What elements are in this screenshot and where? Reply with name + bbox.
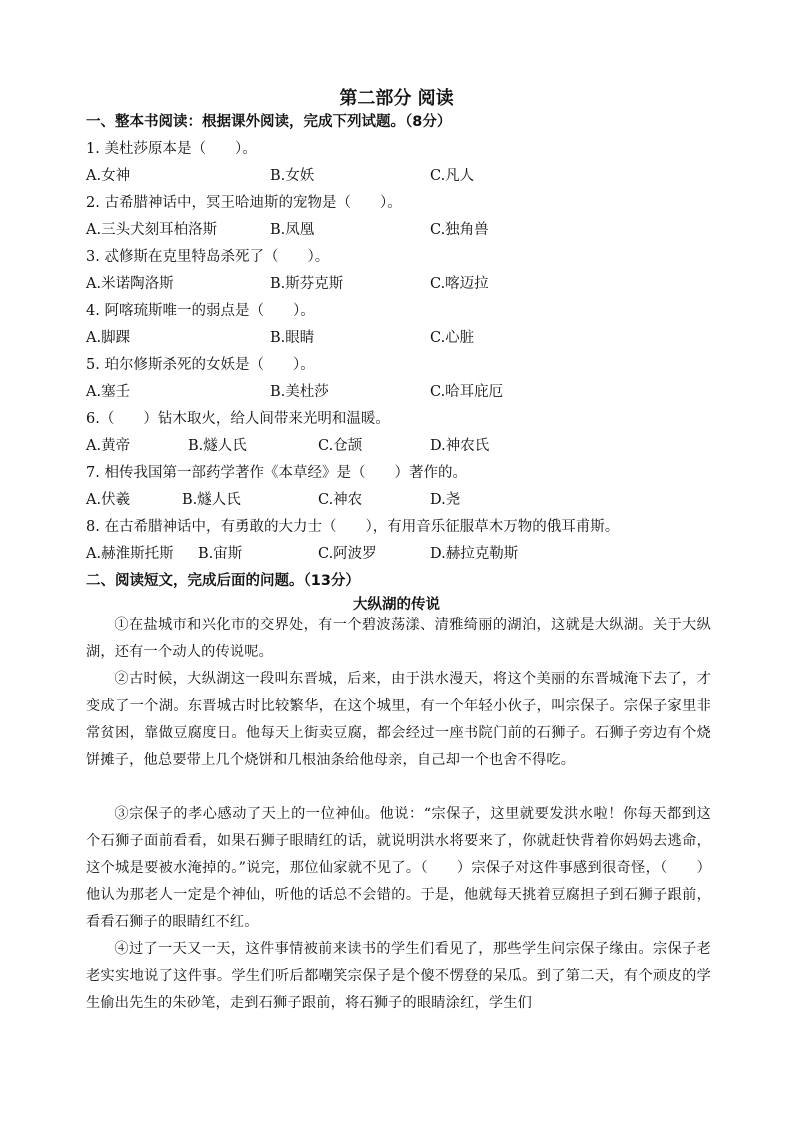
q8-option-b: B.宙斯 <box>198 546 243 562</box>
passage-title: 大纵湖的传说 <box>353 597 440 613</box>
question-1: 1. 美杜莎原本是（ ）。 <box>86 141 257 157</box>
q3-option-c: C.喀迈拉 <box>430 276 489 292</box>
q5-option-a: A.塞壬 <box>86 384 131 400</box>
q7-option-b: B.燧人氏 <box>182 492 241 508</box>
q2-option-a: A.三头犬刻耳柏洛斯 <box>86 222 218 238</box>
q1-option-b: B.女妖 <box>270 168 315 184</box>
q6-option-a: A.黄帝 <box>86 438 131 454</box>
q6-option-c: C.仓颉 <box>318 438 363 454</box>
q2-option-c: C.独角兽 <box>430 222 489 238</box>
section2-heading: 二、阅读短文，完成后面的问题。（13分） <box>86 573 360 589</box>
q5-option-b: B.美杜莎 <box>270 384 329 400</box>
q8-option-a: A.赫淮斯托斯 <box>86 546 174 562</box>
q2-option-b: B.凤凰 <box>270 222 315 238</box>
q8-option-c: C.阿波罗 <box>318 546 377 562</box>
q4-option-c: C.心脏 <box>430 330 475 346</box>
q1-option-c: C.凡人 <box>430 168 475 184</box>
q6-option-b: B.燧人氏 <box>188 438 247 454</box>
paragraph-4: ④过了一天又一天，这件事情被前来读书的学生们看见了，那些学生问宗保子缘由。宗保子老老实实地说了这件事。学生们听后都嘲笑宗保子是个傻不愣登的呆瓜。到了第二天，有个顽皮的学生偷出先生的朱砂笔，走到石狮子跟前，将石狮子的眼睛涂红，学生们 <box>86 941 711 1011</box>
question-8: 8. 在古希腊神话中，有勇敢的大力士（ ），有用音乐征服草木万物的俄耳甫斯。 <box>86 519 620 535</box>
question-5: 5. 珀尔修斯杀死的女妖是（ ）。 <box>86 357 315 373</box>
q3-option-a: A.米诺陶洛斯 <box>86 276 174 292</box>
q7-option-d: D.尧 <box>430 492 461 508</box>
paragraph-1: ①在盐城市和兴化市的交界处，有一个碧波荡漾、清雅绮丽的湖泊，这就是大纵湖。关于大纵湖，还有一个动人的传说呢。 <box>86 617 711 660</box>
q8-option-d: D.赫拉克勒斯 <box>430 546 519 562</box>
section1-heading: 一、整本书阅读：根据课外阅读，完成下列试题。（8分） <box>86 114 452 130</box>
q4-option-a: A.脚踝 <box>86 330 131 346</box>
question-2: 2. 古希腊神话中，冥王哈迪斯的宠物是（ ）。 <box>86 195 402 211</box>
page-title: 第二部分 阅读 <box>339 88 454 109</box>
q6-option-d: D.神农氏 <box>430 438 490 454</box>
q7-option-c: C.神农 <box>318 492 363 508</box>
paragraph-3: ③宗保子的孝心感动了天上的一位神仙。他说：“宗保子，这里就要发洪水啦！你每天都到这个石狮子面前看看，如果石狮子眼睛红的话，就说明洪水将要来了，你就赶快背着你妈妈去逃命，这个城是要被水淹掉的。”说完，那位仙家就不见了。（ ）宗保子对这件事感到很奇怪，（ ）他认为那老人一定是个神仙，听他的话总不会错的。于是，他就每天挑着豆腐担子到石狮子跟前，看看石狮子的眼睛红不红。 <box>86 806 711 930</box>
question-7: 7. 相传我国第一部药学著作《本草经》是（ ）著作的。 <box>86 465 467 481</box>
question-3: 3. 忒修斯在克里特岛杀死了（ ）。 <box>86 249 330 265</box>
q4-option-b: B.眼睛 <box>270 330 315 346</box>
question-4: 4. 阿喀琉斯唯一的弱点是（ ）。 <box>86 303 315 319</box>
q5-option-c: C.哈耳庇厄 <box>430 384 504 400</box>
q1-option-a: A.女神 <box>86 168 131 184</box>
q7-option-a: A.伏羲 <box>86 492 131 508</box>
paragraph-2: ②古时候，大纵湖这一段叫东晋城，后来，由于洪水漫天，将这个美丽的东晋城淹下去了，才变成了一个湖。东晋城古时比较繁华，在这个城里，有一个年轻小伙子，叫宗保子。宗保子家里非常贫困，靠做豆腐度日。他每天上街卖豆腐，都会经过一座书院门前的石狮子。石狮子旁边有个烧饼摊子，他总要带上几个烧饼和几根油条给他母亲，自己却一个也舍不得吃。 <box>86 671 711 768</box>
question-6: 6.（ ）钻木取火，给人间带来光明和温暖。 <box>86 411 390 427</box>
q3-option-b: B.斯芬克斯 <box>270 276 344 292</box>
